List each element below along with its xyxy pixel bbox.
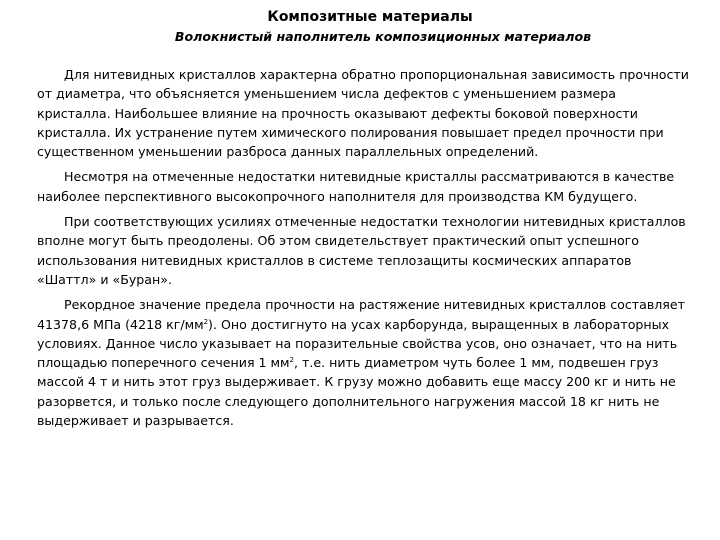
superscript-squared: 2 [203,317,209,326]
paragraph-4 [37,295,689,430]
paragraph-3: При соответствующих усилиях отмеченные недостатки технологии нитевидных кристаллов вполне могут быть преодолены. Об этом свидетельствует практический опыт успешного использования нитевидных кристаллов в системе теплозащиты космических аппаратов «Шаттл» и «Буран». [37,214,686,287]
superscript-squared: 2 [289,356,295,365]
slide-body [37,65,689,436]
paragraph-2: Несмотря на отмеченные недостатки нитевидные кристаллы рассматриваются в качестве наиболее перспективного высокопрочного наполнителя для производства КМ будущего. [37,169,675,204]
paragraph-4-part-1: Рекордное значение предела прочности на растяжение нитевидных кристаллов составляет 41378,6 МПа (4218 кг/мм [37,297,685,332]
paragraph-1: Для нитевидных кристаллов характерна обратно пропорциональная зависимость прочности от диаметра, что объясняется уменьшением числа дефектов с уменьшением размера кристалла. Наибольшее влияние на прочность оказывают дефекты боковой поверхности кристалла. Их устранение путем химического полирования повышает предел прочности при существенном уменьшении разброса данных параллельных определений. [37,67,689,160]
paragraph-4-part-2: ). Оно достигнуто на усах карборунда, выращенных в лабораторных условиях. Данное число указывает на поразительные свойства усов, оно означает, что на нить площадью поперечного сечения 1 мм [37,316,678,371]
slide-title: Композитные материалы [267,9,473,25]
paragraph-4-part-3: , т.е. нить диаметром чуть более 1 мм, подвешен груз массой 4 т и нить этот груз выдерживает. К грузу можно добавить еще массу 200 кг и нить не разорвется, и только после следующего дополнительного нагружения массой 18 кг нить не выдерживает и разрывается. [37,355,676,429]
slide-subtitle: Волокнистый наполнитель композиционных материалов [174,29,592,44]
